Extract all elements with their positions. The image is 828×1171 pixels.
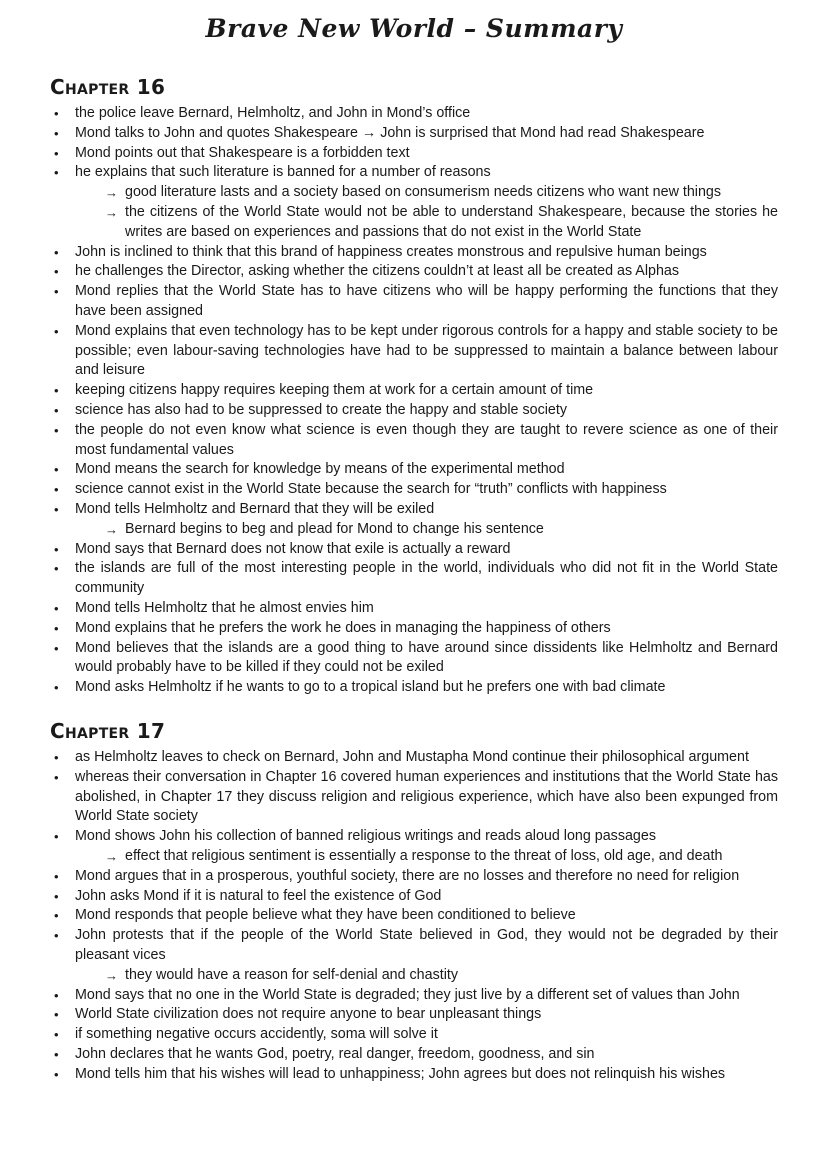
point-text: Mond talks to John and quotes Shakespeare → John is surprised that Mond had read Shakespeare xyxy=(75,124,705,141)
arrow-right-icon: → xyxy=(105,204,118,220)
bullet-point xyxy=(50,460,778,480)
bullet-list xyxy=(50,104,778,698)
point-text: Mond tells Helmholtz that he almost envies him xyxy=(75,599,374,616)
bullet-point xyxy=(50,599,778,619)
sub-point xyxy=(50,203,778,243)
point-text: Mond argues that in a prosperous, youthful society, there are no losses and therefore no need for religion xyxy=(75,867,740,884)
point-text: science has also had to be suppressed to create the happy and stable society xyxy=(75,401,567,418)
bullet-point xyxy=(50,421,778,461)
sub-point xyxy=(50,847,778,867)
bullet-point xyxy=(50,867,778,887)
point-text: John protests that if the people of the World State believed in God, they would not be degraded by their pleasant vices xyxy=(75,927,778,963)
bullet-point xyxy=(50,748,778,768)
point-text: Mond shows John his collection of banned religious writings and reads aloud long passages xyxy=(75,828,656,845)
arrow-right-icon: → xyxy=(105,521,118,537)
chapter-section xyxy=(50,72,778,698)
point-text: if something negative occurs accidently, soma will solve it xyxy=(75,1026,438,1043)
point-text: the citizens of the World State would not be able to understand Shakespeare, because the stories he writes are based on experiences and passions that do not exist in the World State xyxy=(125,203,778,240)
bullet-point xyxy=(50,887,778,907)
point-text: Mond tells him that his wishes will lead to unhappiness; John agrees but does not relinquish his wishes xyxy=(75,1065,726,1082)
point-text: John asks Mond if it is natural to feel the existence of God xyxy=(75,887,442,904)
point-text: Mond says that no one in the World State is degraded; they just live by a different set of values than John xyxy=(75,986,740,1003)
bullet-point xyxy=(50,124,778,144)
point-text: whereas their conversation in Chapter 16 covered human experiences and institutions that the World State has abolished, in Chapter 17 they discuss religion and religious experience, which have also been expunged from World State society xyxy=(75,768,778,825)
point-text: as Helmholtz leaves to check on Bernard, John and Mustapha Mond continue their philosophical argument xyxy=(75,749,749,765)
point-text: Mond explains that even technology has to be kept under rigorous controls for a happy and stable society to be possible; even labour-saving technologies have had to be suppressed to maintain a balance between labour and leisure xyxy=(75,322,778,379)
bullet-point xyxy=(50,322,778,381)
point-text: Bernard begins to beg and plead for Mond to change his sentence xyxy=(125,520,544,537)
chapter-section xyxy=(50,716,778,1085)
point-text: Mond says that Bernard does not know that exile is actually a reward xyxy=(75,540,511,557)
bullet-point xyxy=(50,262,778,282)
point-text: Mond means the search for knowledge by means of the experimental method xyxy=(75,461,565,478)
bullet-point xyxy=(50,401,778,421)
point-text: keeping citizens happy requires keeping them at work for a certain amount of time xyxy=(75,382,594,399)
point-text: Mond points out that Shakespeare is a forbidden text xyxy=(75,144,410,161)
bullet-point xyxy=(50,559,778,599)
bullet-point xyxy=(50,1045,778,1065)
arrow-right-icon: → xyxy=(105,967,118,983)
chapter-heading: Chapter 17 xyxy=(50,719,166,743)
point-text: Mond replies that the World State has to have citizens who will be happy performing the functions that they have been assigned xyxy=(75,283,778,319)
point-text: John is inclined to think that this brand of happiness creates monstrous and repulsive human beings xyxy=(75,243,707,260)
bullet-point xyxy=(50,243,778,263)
bullet-point xyxy=(50,144,778,164)
point-text: Mond tells Helmholtz and Bernard that they will be exiled xyxy=(75,500,435,517)
point-text: Mond believes that the islands are a good thing to have around since dissidents like Helmholtz and Bernard would probably have to be killed if they could not be exiled xyxy=(75,639,778,676)
point-text: he explains that such literature is banned for a number of reasons xyxy=(75,164,491,181)
point-text: they would have a reason for self-denial and chastity xyxy=(125,966,458,983)
point-text: good literature lasts and a society based on consumerism needs citizens who want new things xyxy=(125,184,722,201)
bullet-point xyxy=(50,827,778,847)
bullet-point xyxy=(50,163,778,183)
bullet-point xyxy=(50,540,778,560)
chapter-heading: Chapter 16 xyxy=(50,75,166,99)
bullet-point xyxy=(50,1005,778,1025)
point-text: Mond responds that people believe what they have been conditioned to believe xyxy=(75,907,576,924)
arrow-right-icon: → xyxy=(105,185,118,201)
point-text: the police leave Bernard, Helmholtz, and John in Mond’s office xyxy=(75,105,471,121)
point-text: science cannot exist in the World State because the search for “truth” conflicts with happiness xyxy=(75,481,667,498)
bullet-point xyxy=(50,282,778,322)
sub-point xyxy=(50,520,778,540)
bullet-point xyxy=(50,678,778,698)
point-text: the islands are full of the most interesting people in the world, individuals who did not fit in the World State community xyxy=(75,560,778,597)
page-title: Brave New World – Summary xyxy=(205,14,623,43)
bullet-point xyxy=(50,1025,778,1045)
bullet-point xyxy=(50,639,778,679)
bullet-point xyxy=(50,500,778,520)
point-text: World State civilization does not require anyone to bear unpleasant things xyxy=(75,1006,542,1023)
point-text: he challenges the Director, asking whether the citizens couldn’t at least all be created as Alphas xyxy=(75,263,680,280)
point-text: Mond asks Helmholtz if he wants to go to a tropical island but he prefers one with bad climate xyxy=(75,679,666,696)
bullet-point xyxy=(50,381,778,401)
arrow-right-icon: → xyxy=(105,848,118,864)
bullet-point xyxy=(50,104,778,124)
point-text: effect that religious sentiment is essentially a response to the threat of loss, old age, and death xyxy=(125,847,723,864)
bullet-point xyxy=(50,480,778,500)
point-text: the people do not even know what science is even though they are taught to revere science as one of their most fundamental values xyxy=(75,421,778,458)
bullet-point xyxy=(50,619,778,639)
bullet-point xyxy=(50,1065,778,1085)
sub-point xyxy=(50,183,778,203)
sub-point xyxy=(50,966,778,986)
bullet-list xyxy=(50,748,778,1085)
bullet-point xyxy=(50,926,778,966)
bullet-point xyxy=(50,986,778,1006)
bullet-point xyxy=(50,906,778,926)
point-text: John declares that he wants God, poetry, real danger, freedom, goodness, and sin xyxy=(75,1045,595,1062)
bullet-point xyxy=(50,768,778,827)
point-text: Mond explains that he prefers the work he does in managing the happiness of others xyxy=(75,619,611,636)
